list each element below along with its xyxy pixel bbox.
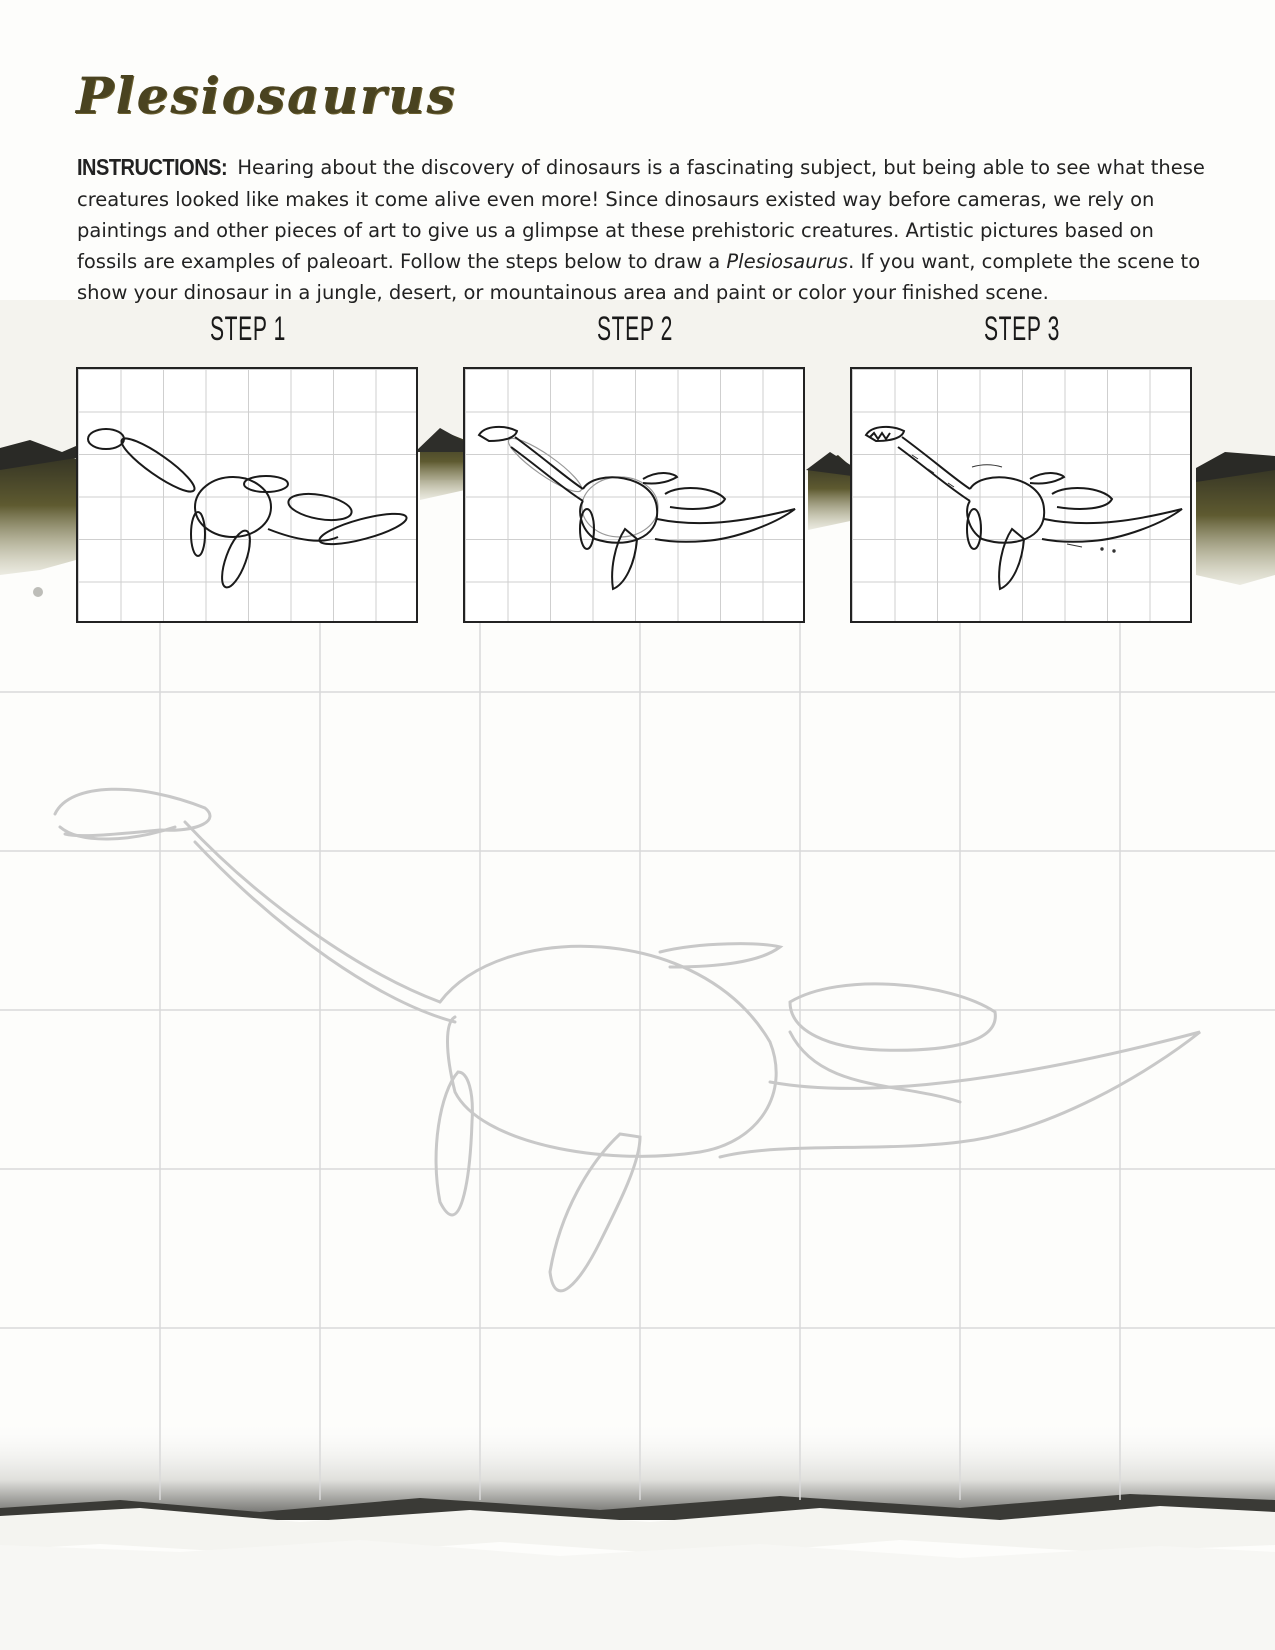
- step-2-label: STEP 2: [597, 310, 673, 348]
- instructions-text-after: . If you want, complete the scene to show your dinosaur in a jungle, desert, or mountainous area and paint or color your finished scene.: [77, 250, 1201, 304]
- step-1-panel: [76, 367, 418, 623]
- step-3-drawing: [852, 369, 1194, 625]
- instructions-paragraph: [77, 152, 1207, 308]
- step-1-drawing: [78, 369, 420, 625]
- step-3-panel: [850, 367, 1192, 623]
- page-title: Plesiosaurus: [76, 66, 457, 125]
- plesiosaurus-sketch: [55, 789, 1200, 1291]
- step-1-label: STEP 1: [210, 310, 286, 348]
- instructions-species-name: Plesiosaurus: [726, 250, 849, 273]
- instructions-text-before: Hearing about the discovery of dinosaurs is a fascinating subject, but being able to see what these creatures looked like makes it come alive even more! Since dinosaurs existed way before cameras, we rely on paintings and other pieces of art to give us a glimpse at these prehistoric creatures. Artistic pictures based on fossils are examples of paleoart. Follow the steps below to draw a: [77, 156, 1205, 273]
- drawing-practice-grid: [0, 622, 1275, 1500]
- step-3-label: STEP 3: [984, 310, 1060, 348]
- step-2-panel: [463, 367, 805, 623]
- step-2-drawing: [465, 369, 807, 625]
- instructions-label: INSTRUCTIONS:: [77, 155, 228, 181]
